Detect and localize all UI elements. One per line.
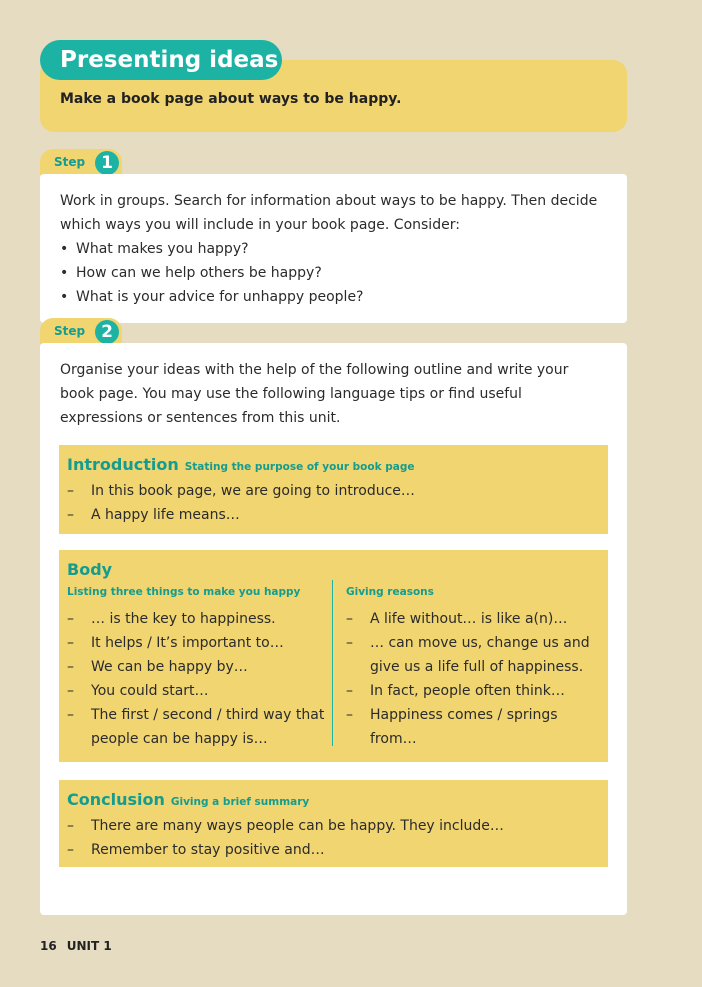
step-1-bullet-list [60,237,364,309]
body-right-column-title: Giving reasons [346,586,434,598]
conclusion-subtitle: Giving a brief summary [170,796,310,808]
list-item: – … is the key to happiness. [67,607,324,631]
step-label: Step [54,155,86,169]
step-number-badge: 2 [95,320,119,344]
list-item: – You could start… [67,679,324,703]
step-number-badge: 1 [95,151,119,175]
introduction-title: Introduction [67,455,179,474]
body-title: Body [67,560,113,579]
page-number: 16 [40,939,57,953]
body-heading [67,560,112,579]
page-footer [40,939,112,953]
step-1-instructions: Work in groups. Search for information about ways to be happy. Then decide which ways you will include in your book page. Consider: [60,193,598,233]
list-item: – We can be happy by… [67,655,324,679]
step-1-tab [40,149,122,175]
list-item: • How can we help others be happy? [60,261,364,285]
list-item: – A happy life means… [67,503,415,527]
list-item: • What makes you happy? [60,237,364,261]
page-title: Presenting ideas [40,40,282,80]
list-item: – In this book page, we are going to introduce… [67,479,415,503]
list-item: – It helps / It’s important to… [67,631,324,655]
introduction-heading [67,455,414,474]
conclusion-title: Conclusion [67,790,165,809]
step-label: Step [54,324,86,338]
task-subtitle: Make a book page about ways to be happy. [60,91,402,107]
list-item: • What is your advice for unhappy people? [60,285,364,309]
list-item: – A life without… is like a(n)… [346,607,608,631]
list-item: – The first / second / third way that [67,703,324,727]
body-left-column-title: Listing three things to make you happy [67,586,301,598]
list-item: – There are many ways people can be happy. They include… [67,814,504,838]
list-item: – Remember to stay positive and… [67,838,504,862]
conclusion-heading [67,790,309,809]
step-2-instructions: Organise your ideas with the help of the following outline and write your book page. You may use the following language tips or find useful expressions or sentences from this unit. [60,362,569,426]
body-right-list [346,607,608,751]
conclusion-box [59,780,608,867]
body-left-list [67,607,324,751]
unit-label: UNIT 1 [66,939,112,953]
step-2-tab [40,318,122,344]
body-box [59,550,608,762]
introduction-subtitle: Stating the purpose of your book page [184,461,415,473]
conclusion-list [67,814,504,862]
column-divider [332,580,333,746]
list-item: – Happiness comes / springs from… [346,703,608,751]
list-item: people can be happy is… [91,731,268,747]
list-item: – … can move us, change us and [346,631,608,655]
list-item: – In fact, people often think… [346,679,608,703]
introduction-box [59,445,608,534]
introduction-list [67,479,415,527]
list-item: give us a life full of happiness. [370,659,584,675]
